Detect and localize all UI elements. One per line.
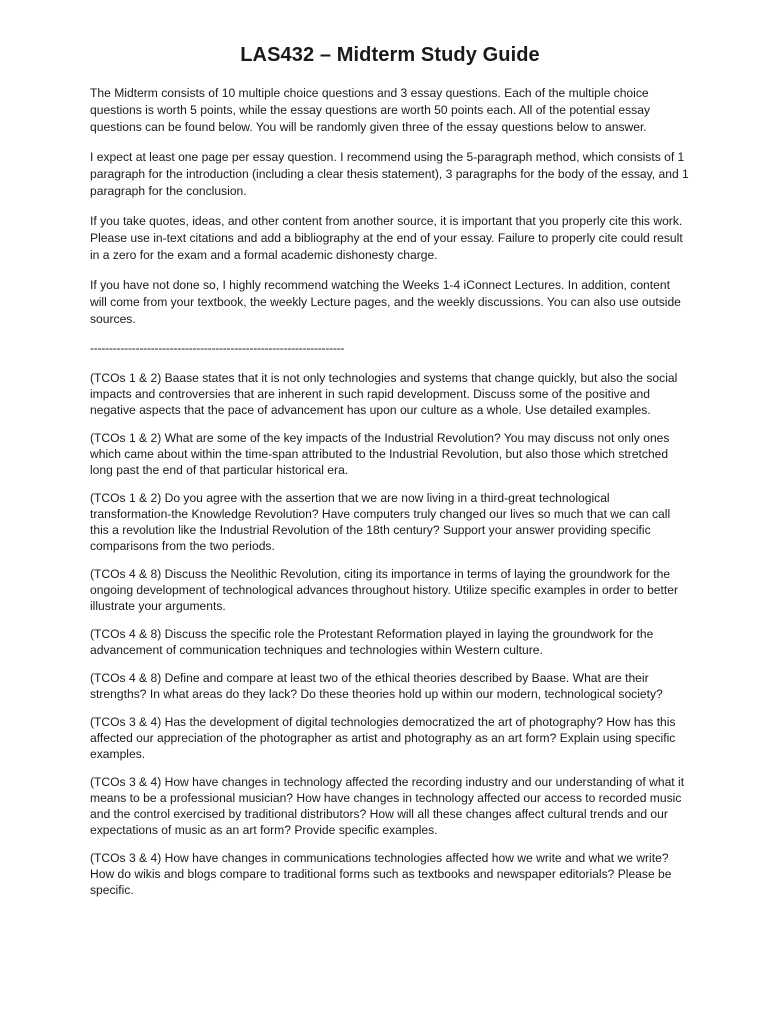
essay-question-5: (TCOs 4 & 8) Discuss the specific role the Protestant Reformation played in laying the groundwork for the advancement of communication techniques and technologies within Western culture. [90, 627, 654, 657]
section-divider: ------------------------------------------------------------------- [90, 341, 345, 355]
page-title: LAS432 – Midterm Study Guide [240, 44, 540, 66]
intro-paragraph-citation: If you take quotes, ideas, and other content from another source, it is important that you properly cite this work. Please use in-text citations and add a bibliography at the end of your essay. Failure to properly cite could result in a zero for the exam and a formal academic dishonesty charge. [90, 214, 683, 262]
essay-question-3: (TCOs 1 & 2) Do you agree with the assertion that we are now living in a third-great technological transformation-the Knowledge Revolution? Have computers truly changed our lives so much that we can call this a revolution like the Industrial Revolution of the 18th century? Support your answer providing specific comparisons from the two periods. [90, 491, 671, 553]
intro-paragraph-format: The Midterm consists of 10 multiple choice questions and 3 essay questions. Each of the multiple choice questions is worth 5 points, while the essay questions are worth 50 points each. All of the potential essay questions can be found below. You will be randomly given three of the essay questions below to answer. [90, 86, 650, 134]
essay-question-1: (TCOs 1 & 2) Baase states that it is not only technologies and systems that change quickly, but also the social impacts and controversies that are inherent in such rapid development. Discuss some of the positive and negative aspects that the pace of advancement has upon our culture as a whole. Use detailed examples. [90, 371, 678, 417]
intro-paragraph-resources: If you have not done so, I highly recommend watching the Weeks 1-4 iConnect Lectures. In addition, content will come from your textbook, the weekly Lecture pages, and the weekly discussions. You can also use outside sources. [90, 278, 681, 326]
essay-question-2: (TCOs 1 & 2) What are some of the key impacts of the Industrial Revolution? You may discuss not only ones which came about within the time-span attributed to the Industrial Revolution, but also those which stretched long past the end of that particular historical era. [90, 431, 670, 477]
essay-question-8: (TCOs 3 & 4) How have changes in technology affected the recording industry and our understanding of what it means to be a professional musician? How have changes in technology affected our access to recorded music and the control exercised by traditional distributors? How will all these changes affect cultural trends and our expectations of music as an art form? Provide specific examples. [90, 775, 685, 837]
intro-paragraph-length: I expect at least one page per essay question. I recommend using the 5-paragraph method, which consists of 1 paragraph for the introduction (including a clear thesis statement), 3 paragraphs for the body of the essay, and 1 paragraph for the conclusion. [90, 150, 689, 198]
essay-question-9: (TCOs 3 & 4) How have changes in communications technologies affected how we write and what we write? How do wikis and blogs compare to traditional forms such as textbooks and newspaper editorials? Please be specific. [90, 851, 672, 897]
essay-question-4: (TCOs 4 & 8) Discuss the Neolithic Revolution, citing its importance in terms of laying the groundwork for the ongoing development of technological advances throughout history. Utilize specific examples in order to better illustrate your arguments. [90, 567, 679, 613]
essay-question-6: (TCOs 4 & 8) Define and compare at least two of the ethical theories described by Baase. What are their strengths? In what areas do they lack? Do these theories hold up within our modern, technological society? [90, 671, 663, 701]
document-page [90, 44, 690, 910]
essay-question-7: (TCOs 3 & 4) Has the development of digital technologies democratized the art of photography? How has this affected our appreciation of the photographer as artist and photography as an art form? Explain using specific examples. [90, 715, 676, 761]
